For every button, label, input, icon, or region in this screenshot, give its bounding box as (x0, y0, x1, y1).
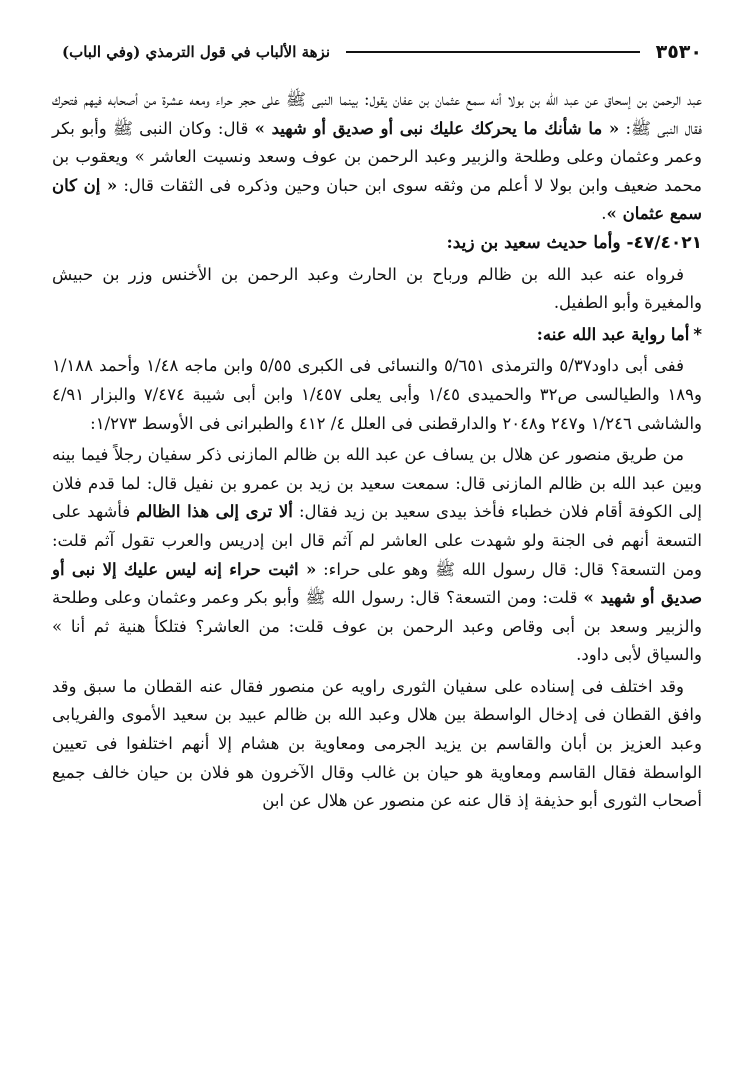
section-title: وأما حديث سعيد بن زيد: (446, 232, 627, 253)
hadith-quote: « ما شأنك ما يحركك عليك نبى أو صديق أو شهيد » (254, 118, 620, 138)
paragraph-text: عبد الرحمن بن إسحاق عن عبد الله بن بولا أنه سمع عثمان بن عفان يقول: بينما النبى ﷺ على حجر حراء ومعه عشرة من أصحابه فيهم فتحرك فقال النبى ﷺ: (52, 90, 702, 138)
section-number: ٤٧/٤٠٢١- (626, 232, 702, 253)
paragraph-discussion: وقد اختلف فى إسناده على سفيان الثورى راويه عن منصور فقال عنه القطان ما سبق وقد وافق القطان فى إدخال الواسطة بين هلال وعبد الله بن ظالم عبيد بن سعيد الأموى والفريابى وعبد العزيز بن أبان والقاسم بن يزيد الجرمى ومعاوية بن هشام إلا أنهم اختلفوا فى تعيين الواسطة فقال القاسم ومعاوية هو حيان بن غالب وقال الآخرون هو فلان بن حيان خالف جميع أصحاب الثورى أبو حذيفة إذ قال عنه عن منصور عن هلال عن ابن (52, 676, 702, 811)
running-title: نزهة الألباب في قول الترمذي (وفي الباب) (62, 43, 330, 61)
hadith-quote: ألا ترى إلى هذا الظالم (136, 502, 293, 522)
paragraph-text: فأشهد على التسعة أنهم فى الجنة ولو شهدت على العاشر لم آثم قال ابن إدريس والعرب تقول آثم قلت: ومن التسعة؟ قال: قال رسول الله ﷺ وهو على حراء: (52, 502, 703, 579)
star-icon: * (693, 324, 702, 344)
hadith-quote: « إن كان سمع عثمان » (52, 175, 702, 224)
section-heading (52, 229, 702, 258)
paragraph-hadith (52, 441, 702, 670)
sub-heading (52, 321, 702, 350)
paragraph: فرواه عنه عبد الله بن ظالم ورباح بن الحارث وعبد الرحمن بن الأخنس وزر بن حبيش والمغيرة وأبو الطفيل. (52, 264, 702, 313)
paragraph-text: قال: وكان النبى ﷺ وأبو بكر وعمر وعثمان وعلى وطلحة والزبير وعبد الرحمن بن عوف وسعد ونسيت العاشر » ويعقوب بن محمد ضعيف وابن بولا لا أعلم من وثقه سوى ابن حبان وحين وذكره فى الثقات قال: (52, 118, 702, 195)
page-header (62, 38, 702, 66)
paragraph-text: من طريق منصور عن هلال بن يساف عن عبد الله بن ظالم المازنى ذكر سفيان رجلاً فيما بينه وبين عبد الله بن ظالم المازنى قال: سمعت سعيد بن زيد بن عمرو بن نفيل قال: لما قدم فلان إلى الكوفة أقام فلان خطباء فأخذ بيدى سعيد بن زيد فقال: (52, 445, 703, 522)
page-number: ٣٥٣٠ (655, 41, 702, 63)
page-body (52, 86, 702, 816)
hadith-quote: « اثبت حراء إنه ليس عليك إلا نبى أو صديق أو شهيد » (52, 559, 702, 608)
header-rule (346, 51, 640, 53)
paragraph-continuation (52, 86, 702, 229)
sub-heading-text: أما رواية عبد الله عنه: (536, 324, 690, 344)
paragraph-sources: ففى أبى داود٥/٣٧ والترمذى ٥/٦٥١ والنسائى فى الكبرى ٥/٥٥ وابن ماجه ١/٤٨ وأحمد ١/١٨٨ و١٨٩ والطيالسى ص٣٢ والحميدى ١/٤٥ وأبى يعلى ١/٤٥٧ وابن أبى شيبة ٧/٤٧٤ والبزار ٤/٩١ والشاشى ١/٢٤٦ و٢٤٧ و٢٠٤٨ والدارقطنى فى العلل ٤/ ٤١٢ والطبرانى فى الأوسط ١/٢٧٣: (52, 356, 702, 433)
paragraph-text: قلت: ومن التسعة؟ قال: رسول الله ﷺ وأبو بكر وعمر وعثمان وعلى وطلحة والزبير وسعد بن أبى وقاص وعبد الرحمن بن عوف قلت: من العاشر؟ فتلكأ هنية ثم أنا » والسياق لأبى داود. (52, 588, 702, 665)
paragraph-text: . (601, 204, 607, 224)
